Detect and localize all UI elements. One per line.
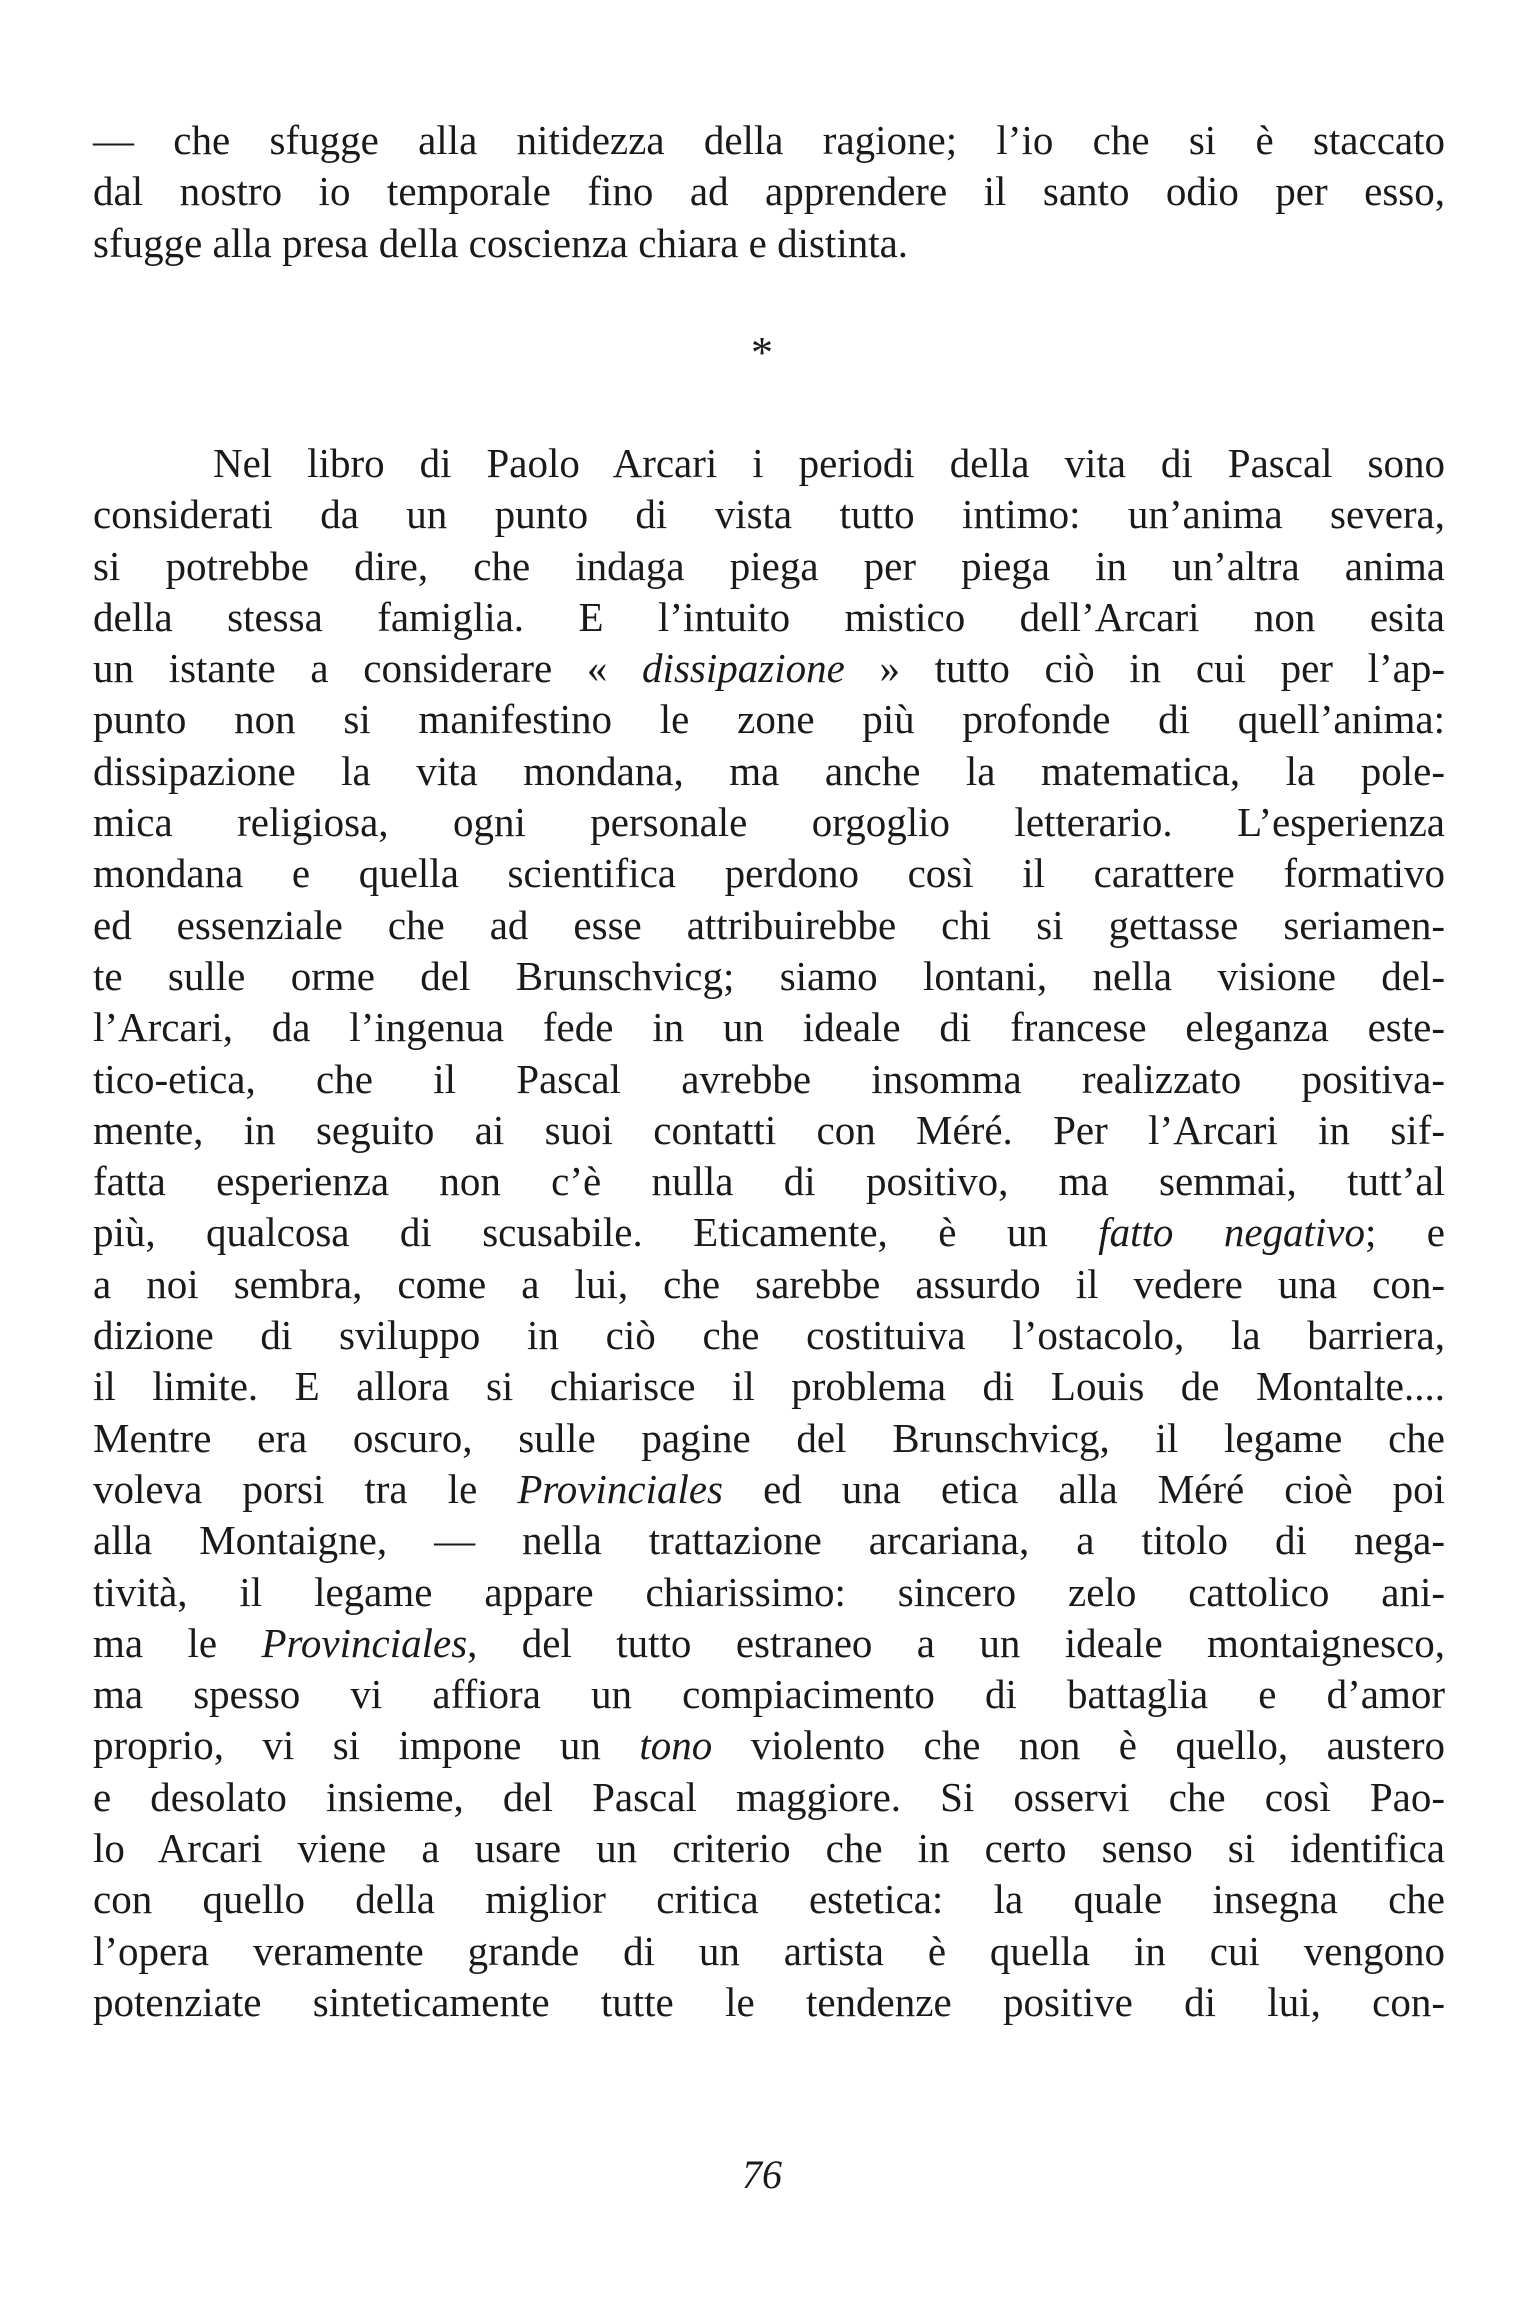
text-segment: mica religiosa, ogni personale orgoglio letterario. L’esperienza [93, 799, 1445, 846]
italic-text: tono [639, 1722, 713, 1769]
text-line: dal nostro io temporale fino ad apprendere il santo odio per esso, [93, 168, 1445, 215]
text-line [93, 1720, 1445, 1771]
text-line [93, 1310, 1445, 1361]
text-segment: e desolato insieme, del Pascal maggiore. Si osservi che così Pao- [93, 1773, 1445, 1820]
text-line [93, 643, 1445, 694]
paragraph [93, 438, 1445, 2028]
text-segment: Nel libro di Paolo Arcari i periodi della vita di Pascal sono [213, 440, 1445, 486]
text-segment: della stessa famiglia. E l’intuito mistico dell’Arcari non esita [93, 593, 1445, 640]
text-line [93, 1002, 1445, 1053]
text-segment: l’Arcari, da l’ingenua fede in un ideale di francese eleganza este- [93, 1004, 1445, 1051]
text-line [93, 797, 1445, 848]
text-line [93, 1464, 1445, 1515]
italic-text: dissipazione [642, 645, 845, 692]
text-segment: potenziate sinteticamente tutte le tendenze positive di lui, con- [93, 1978, 1445, 2025]
text-segment: ed essenziale che ad esse attribuirebbe chi si gettasse seriamen- [93, 901, 1445, 948]
text-segment: si potrebbe dire, che indaga piega per piega in un’altra anima [93, 542, 1445, 589]
text-line [93, 1207, 1445, 1258]
text-line [93, 1567, 1445, 1618]
text-line: sfugge alla presa della coscienza chiara e distinta. [93, 219, 909, 266]
italic-text: fatto negativo [1098, 1209, 1365, 1256]
text-segment: punto non si manifestino le zone più profonde di quell’anima: [93, 696, 1445, 743]
text-line [93, 746, 1445, 797]
italic-text: Provinciales [261, 1619, 468, 1666]
text-segment: ma le [93, 1619, 262, 1666]
text-line [93, 1361, 1445, 1412]
text-segment: ed una etica alla Méré cioè poi [723, 1465, 1445, 1512]
text-segment: » tutto ciò in cui per l’ap- [844, 645, 1445, 692]
section-separator: * [751, 328, 773, 377]
italic-text: Provinciales [517, 1465, 724, 1512]
text-segment: te sulle orme del Brunschvicg; siamo lontani, nella visione del- [93, 952, 1445, 999]
text-line [93, 1156, 1445, 1207]
text-line [93, 900, 1445, 951]
text-segment: un istante a considerare « [93, 645, 643, 692]
text-line [93, 951, 1445, 1002]
text-segment: con quello della miglior critica estetica: la quale insegna che [93, 1876, 1445, 1923]
text-segment: Mentre era oscuro, sulle pagine del Brunschvicg, il legame che [93, 1414, 1445, 1461]
text-segment: tico-etica, che il Pascal avrebbe insomma realizzato positiva- [93, 1055, 1445, 1102]
text-line [93, 1259, 1445, 1310]
text-line [93, 1413, 1445, 1464]
text-segment: ; e [1365, 1209, 1445, 1256]
text-line [93, 694, 1445, 745]
text-line [93, 1772, 1445, 1823]
text-segment: dizione di sviluppo in ciò che costituiva l’ostacolo, la barriera, [93, 1312, 1445, 1359]
text-line: — che sfugge alla nitidezza della ragione; l’io che si è staccato [93, 117, 1445, 163]
text-line [93, 1515, 1445, 1566]
text-segment: a noi sembra, come a lui, che sarebbe assurdo il vedere una con- [93, 1260, 1445, 1307]
text-line [93, 848, 1445, 899]
text-segment: considerati da un punto di vista tutto intimo: un’anima severa, [93, 491, 1445, 538]
text-line [93, 1874, 1445, 1925]
text-line [93, 1926, 1445, 1977]
text-line [93, 1054, 1445, 1105]
page-number: 76 [742, 2152, 782, 2197]
text-segment: ma spesso vi affiora un compiacimento di battaglia e d’amor [93, 1671, 1445, 1718]
text-segment: tività, il legame appare chiarissimo: sincero zelo cattolico ani- [93, 1568, 1445, 1615]
text-segment: violento che non è quello, austero [712, 1722, 1446, 1769]
text-segment: il limite. E allora si chiarisce il problema di Louis de Montalte.... [93, 1363, 1445, 1410]
text-line [93, 592, 1445, 643]
text-line [93, 1105, 1445, 1156]
text-line [93, 541, 1445, 592]
text-segment: dissipazione la vita mondana, ma anche la matematica, la pole- [93, 747, 1445, 794]
text-line [93, 1977, 1445, 2028]
opening-text [93, 115, 1445, 269]
text-segment: lo Arcari viene a usare un criterio che in certo senso si identifica [93, 1825, 1445, 1872]
text-line [93, 489, 1445, 540]
text-line [93, 1618, 1445, 1669]
text-segment: mondana e quella scientifica perdono così il carattere formativo [93, 850, 1445, 897]
text-segment: più, qualcosa di scusabile. Eticamente, è un [93, 1209, 1099, 1256]
text-segment: l’opera veramente grande di un artista è quella in cui vengono [93, 1927, 1445, 1974]
text-line [93, 1669, 1445, 1720]
text-segment: fatta esperienza non c’è nulla di positivo, ma semmai, tutt’al [93, 1158, 1445, 1205]
text-segment: proprio, vi si impone un [93, 1722, 640, 1769]
text-line [93, 438, 1445, 489]
text-segment: , del tutto estraneo a un ideale montaignesco, [467, 1619, 1445, 1666]
text-segment: mente, in seguito ai suoi contatti con Méré. Per l’Arcari in sif- [93, 1106, 1445, 1153]
text-line [93, 1823, 1445, 1874]
text-segment: voleva porsi tra le [93, 1465, 518, 1512]
text-segment: alla Montaigne, — nella trattazione arcariana, a titolo di nega- [93, 1517, 1445, 1564]
